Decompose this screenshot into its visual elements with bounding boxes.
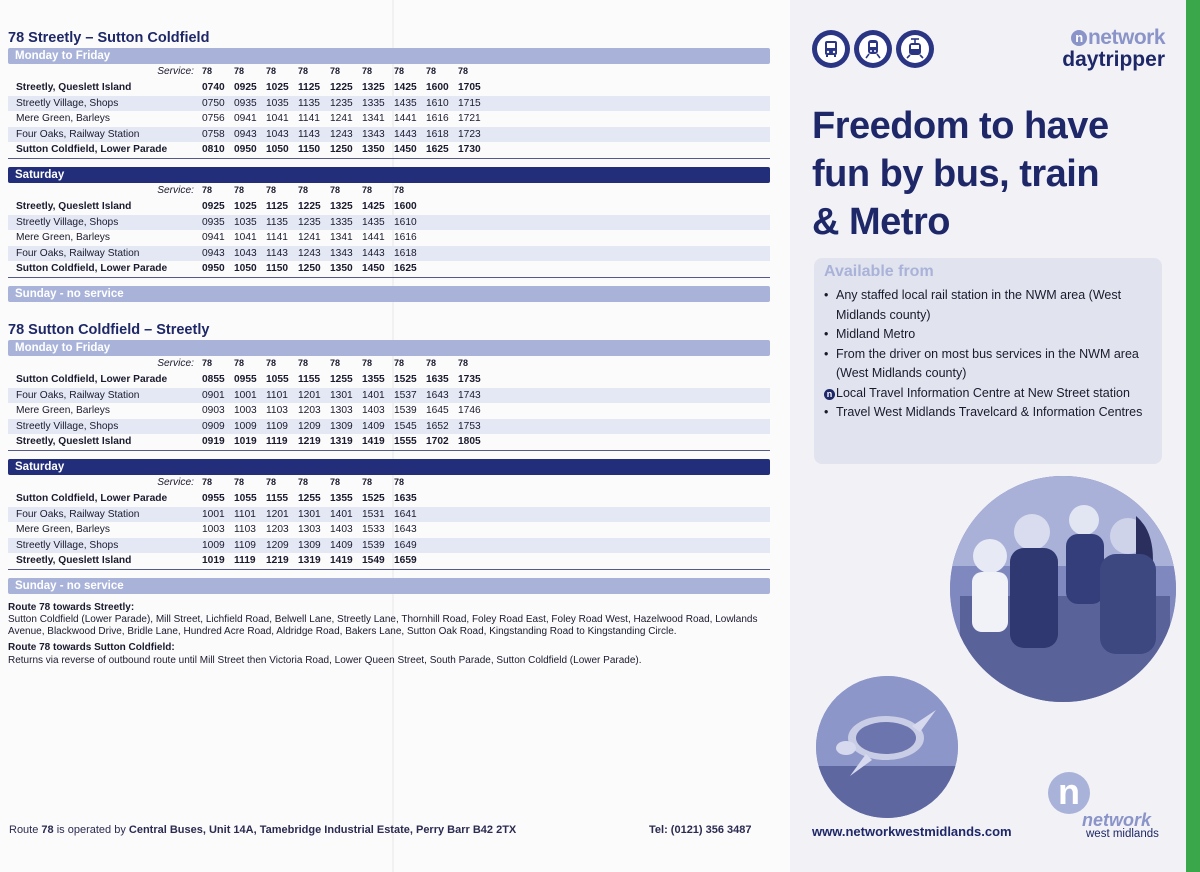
departure-time: 0950 xyxy=(202,261,234,277)
departure-time: 1209 xyxy=(298,419,330,435)
stop-name: Streetly Village, Shops xyxy=(8,96,202,112)
departure-time: 1350 xyxy=(362,142,394,158)
service-row xyxy=(8,64,770,80)
timetable-column xyxy=(8,28,770,667)
table-row xyxy=(8,388,770,404)
departure-time: 1618 xyxy=(394,246,426,262)
sunday-header: Sunday - no service xyxy=(8,286,770,302)
departure-time: 0950 xyxy=(234,142,266,158)
departure-time: 1753 xyxy=(458,419,490,435)
departure-time: 1043 xyxy=(234,246,266,262)
stop-name: Four Oaks, Railway Station xyxy=(8,127,202,143)
departure-time: 1203 xyxy=(266,524,289,536)
service-number: 78 xyxy=(234,66,245,77)
departure-time: 1721 xyxy=(458,113,481,125)
departure-time: 1409 xyxy=(330,538,362,554)
departure-time: 1325 xyxy=(330,200,353,212)
departure-time: 1355 xyxy=(330,492,353,504)
departure-time: 1610 xyxy=(426,96,458,112)
departure-time: 1001 xyxy=(234,388,266,404)
footer-operator: Central Buses, Unit 14A, Tamebridge Industrial Estate, Perry Barr B42 2TX xyxy=(128,824,517,836)
stop-name: Four Oaks, Railway Station xyxy=(8,388,202,404)
departure-time: 1705 xyxy=(458,82,481,93)
departure-time: 1805 xyxy=(458,434,490,450)
departure-time: 1525 xyxy=(362,492,385,504)
service-number: 78 xyxy=(394,477,405,488)
headline xyxy=(812,102,1172,246)
service-number: 78 xyxy=(266,358,277,369)
departure-time: 1250 xyxy=(298,261,330,277)
footer-text: is operated by xyxy=(53,824,129,836)
service-number: 78 xyxy=(458,66,469,77)
table-row xyxy=(8,142,770,158)
footer-telephone: Tel: (0121) 356 3487 xyxy=(649,824,752,836)
available-from-title: Available from xyxy=(824,263,934,280)
departure-time: 1319 xyxy=(330,434,362,450)
headline-line: & Metro xyxy=(812,201,950,243)
website-link[interactable]: www.networkwestmidlands.com xyxy=(812,824,1012,839)
service-label: Service: xyxy=(157,477,194,489)
departure-time: 1150 xyxy=(298,142,330,158)
departure-time: 1101 xyxy=(234,507,266,523)
departure-time: 1150 xyxy=(266,261,298,277)
weekday-header: Monday to Friday xyxy=(8,48,770,64)
departure-time: 0925 xyxy=(202,200,225,212)
departure-time: 1659 xyxy=(394,553,426,569)
table-row xyxy=(8,199,770,215)
route-title-return: 78 Sutton Coldfield – Streetly xyxy=(8,321,210,338)
train-icon xyxy=(854,30,892,68)
departure-time: 1635 xyxy=(394,492,417,504)
operator-footer xyxy=(9,824,769,836)
bus-icon xyxy=(812,30,850,68)
departure-time: 1301 xyxy=(330,388,362,404)
timetable-table xyxy=(8,64,770,159)
departure-time: 1649 xyxy=(394,538,426,554)
departure-time: 1403 xyxy=(330,524,353,536)
departure-time: 1343 xyxy=(362,127,394,143)
departure-time: 0901 xyxy=(202,388,234,404)
departure-time: 1201 xyxy=(298,388,330,404)
departure-time: 0955 xyxy=(202,492,225,504)
stop-name: Sutton Coldfield, Lower Parade xyxy=(8,142,202,158)
available-from-box xyxy=(814,258,1162,464)
service-number: 78 xyxy=(394,185,405,196)
departure-time: 0925 xyxy=(234,82,257,93)
timetable-table xyxy=(8,183,770,278)
table-row xyxy=(8,261,770,277)
stop-name: Mere Green, Barleys xyxy=(16,232,110,244)
table-row xyxy=(8,80,770,96)
departure-time: 0855 xyxy=(202,373,225,385)
departure-time: 1109 xyxy=(234,538,266,554)
departure-time: 1041 xyxy=(234,232,257,244)
departure-time: 1050 xyxy=(266,142,298,158)
logo-network: network xyxy=(1082,810,1152,830)
service-number: 78 xyxy=(394,66,405,77)
service-number: 78 xyxy=(362,358,373,369)
departure-time: 1041 xyxy=(266,113,289,125)
list-item: • Midland Metro xyxy=(824,327,916,341)
departure-time: 1019 xyxy=(202,553,234,569)
table-row xyxy=(8,96,770,112)
table-row xyxy=(8,246,770,262)
service-row xyxy=(8,475,770,491)
departure-time: 1119 xyxy=(234,553,266,569)
service-number: 78 xyxy=(298,66,309,77)
departure-time: 1539 xyxy=(362,538,394,554)
service-label: Service: xyxy=(157,66,194,78)
departure-time: 1403 xyxy=(362,405,385,417)
departure-time: 1702 xyxy=(426,434,458,450)
departure-time: 1537 xyxy=(394,388,426,404)
service-number: 78 xyxy=(330,66,341,77)
departure-time: 1001 xyxy=(202,507,234,523)
departure-time: 1250 xyxy=(330,142,362,158)
departure-time: 1025 xyxy=(234,200,257,212)
departure-time: 1625 xyxy=(394,261,426,277)
service-number: 78 xyxy=(458,358,469,369)
departure-time: 1746 xyxy=(458,405,481,417)
table-row xyxy=(8,127,770,143)
departure-time: 1201 xyxy=(266,507,298,523)
service-number: 78 xyxy=(330,477,341,488)
departure-time: 1050 xyxy=(234,261,266,277)
departure-time: 1409 xyxy=(362,419,394,435)
service-number: 78 xyxy=(202,477,213,488)
departure-time: 1730 xyxy=(458,142,490,158)
footer-text: Route xyxy=(9,824,42,836)
table-row xyxy=(8,111,770,127)
departure-time: 1235 xyxy=(298,215,330,231)
table-row xyxy=(8,419,770,435)
departure-time: 1450 xyxy=(394,142,426,158)
service-number: 78 xyxy=(202,66,213,77)
stop-name: Sutton Coldfield, Lower Parade xyxy=(16,373,168,385)
departure-time: 1309 xyxy=(330,419,362,435)
stop-name: Streetly, Queslett Island xyxy=(8,434,202,450)
logo-west-midlands: west midlands xyxy=(1086,828,1159,840)
departure-time: 1303 xyxy=(330,405,353,417)
departure-time: 1219 xyxy=(266,553,298,569)
departure-time: 1141 xyxy=(266,232,288,244)
departure-time: 1355 xyxy=(362,373,385,385)
metro-icon xyxy=(896,30,934,68)
saturday-header: Saturday xyxy=(8,459,770,475)
departure-time: 0919 xyxy=(202,434,234,450)
departure-time: 1303 xyxy=(298,524,321,536)
route-title-outbound: 78 Streetly – Sutton Coldfield xyxy=(8,30,210,46)
notes-heading: Route 78 towards Sutton Coldfield: xyxy=(8,642,175,654)
departure-time: 1219 xyxy=(298,434,330,450)
departure-time: 1225 xyxy=(298,200,321,212)
departure-time: 1635 xyxy=(426,373,449,385)
sunday-header: Sunday - no service xyxy=(8,578,770,594)
departure-time: 1103 xyxy=(234,524,256,536)
stop-name: Streetly, Queslett Island xyxy=(16,82,132,93)
notes-heading: Route 78 towards Streetly: xyxy=(8,601,135,613)
table-row xyxy=(8,230,770,246)
departure-time: 1141 xyxy=(298,113,320,125)
departure-time: 1441 xyxy=(394,113,417,125)
departure-time: 1600 xyxy=(426,82,449,93)
service-number: 78 xyxy=(234,477,245,488)
departure-time: 1255 xyxy=(330,373,353,385)
departure-time: 1101 xyxy=(266,388,298,404)
departure-time: 0935 xyxy=(234,96,266,112)
departure-time: 1335 xyxy=(362,96,394,112)
stop-name: Sutton Coldfield, Lower Parade xyxy=(8,261,202,277)
departure-time: 1425 xyxy=(394,82,417,93)
service-row xyxy=(8,356,770,372)
service-number: 78 xyxy=(234,185,245,196)
departure-time: 1618 xyxy=(426,127,458,143)
departure-time: 1616 xyxy=(426,113,449,125)
departure-time: 0909 xyxy=(202,419,234,435)
departure-time: 1450 xyxy=(362,261,394,277)
departure-time: 1043 xyxy=(266,127,298,143)
departure-time: 1643 xyxy=(426,388,458,404)
departure-time: 1225 xyxy=(330,82,353,93)
turtle-photo xyxy=(816,676,958,818)
departure-time: 1235 xyxy=(330,96,362,112)
departure-time: 1645 xyxy=(426,405,449,417)
service-number: 78 xyxy=(330,185,341,196)
service-number: 78 xyxy=(298,185,309,196)
departure-time: 1009 xyxy=(202,538,234,554)
departure-time: 1301 xyxy=(298,507,330,523)
departure-time: 1025 xyxy=(266,82,289,93)
stop-name: Four Oaks, Railway Station xyxy=(8,507,202,523)
departure-time: 1055 xyxy=(234,492,257,504)
departure-time: 1203 xyxy=(298,405,321,417)
saturday-header: Saturday xyxy=(8,167,770,183)
service-label: Service: xyxy=(157,185,194,197)
departure-time: 1143 xyxy=(266,246,298,262)
departure-time: 1641 xyxy=(394,507,426,523)
departure-time: 1539 xyxy=(394,405,417,417)
service-number: 78 xyxy=(330,358,341,369)
table-row xyxy=(8,538,770,554)
departure-time: 0941 xyxy=(234,113,257,125)
headline-line: Freedom to have xyxy=(812,105,1109,147)
departure-time: 1600 xyxy=(394,200,417,212)
departure-time: 1309 xyxy=(298,538,330,554)
departure-time: 1255 xyxy=(298,492,321,504)
departure-time: 1549 xyxy=(362,553,394,569)
weekday-header: Monday to Friday xyxy=(8,340,770,356)
departure-time: 1743 xyxy=(458,388,490,404)
departure-time: 1143 xyxy=(298,127,330,143)
departure-time: 1533 xyxy=(362,524,385,536)
departure-time: 0810 xyxy=(202,142,234,158)
stop-name: Sutton Coldfield, Lower Parade xyxy=(16,492,168,504)
list-item: • Any staffed local rail station in the NWM area (West Midlands county) xyxy=(824,288,1122,322)
departure-time: 1350 xyxy=(330,261,362,277)
departure-time: 1119 xyxy=(266,434,298,450)
table-row xyxy=(8,553,770,569)
departure-time: 1610 xyxy=(394,215,426,231)
service-number: 78 xyxy=(266,185,277,196)
table-row xyxy=(8,491,770,507)
departure-time: 1135 xyxy=(298,96,330,112)
family-photo xyxy=(950,476,1176,702)
service-number: 78 xyxy=(426,358,437,369)
network-n-icon: n xyxy=(1071,30,1087,46)
timetable-table xyxy=(8,475,770,570)
departure-time: 1035 xyxy=(266,96,298,112)
departure-time: 1545 xyxy=(394,419,426,435)
departure-time: 1009 xyxy=(234,419,266,435)
service-number: 78 xyxy=(266,477,277,488)
departure-time: 1335 xyxy=(330,215,362,231)
departure-time: 1019 xyxy=(234,434,266,450)
table-row xyxy=(8,403,770,419)
departure-time: 0756 xyxy=(202,113,225,125)
stop-name: Streetly Village, Shops xyxy=(8,215,202,231)
service-number: 78 xyxy=(298,358,309,369)
stop-name: Mere Green, Barleys xyxy=(16,405,110,417)
service-number: 78 xyxy=(202,358,213,369)
departure-time: 0955 xyxy=(234,373,257,385)
departure-time: 0935 xyxy=(202,215,234,231)
notes-text: Sutton Coldfield (Lower Parade), Mill Street, Lichfield Road, Belwell Lane, Streetly Lane, Thornhill Road, Foley Road East, Foley Road West, Hazelwood Road, Lowlands Avenue, Blackwood Drive, Bridle Lane, Hundred Acre Road, Aldridge Road, Bakers Lane, Sutton Oak Road, Kingstanding Road to Kingstanding Circle. xyxy=(8,614,758,638)
departure-time: 1155 xyxy=(266,492,289,504)
departure-time: 1715 xyxy=(458,96,490,112)
network-west-midlands-logo xyxy=(1046,772,1166,842)
departure-time: 1435 xyxy=(362,215,394,231)
list-item: • Travel West Midlands Travelcard & Information Centres xyxy=(824,405,1143,419)
departure-time: 0740 xyxy=(202,82,225,93)
departure-time: 1525 xyxy=(394,373,417,385)
departure-time: 1155 xyxy=(298,373,321,385)
service-number: 78 xyxy=(266,66,277,77)
stop-name: Mere Green, Barleys xyxy=(16,524,110,536)
service-label: Service: xyxy=(157,358,194,370)
list-item: n Local Travel Information Centre at New Street station xyxy=(824,384,1158,404)
stop-name: Four Oaks, Railway Station xyxy=(8,246,202,262)
departure-time: 0903 xyxy=(202,405,225,417)
service-number: 78 xyxy=(298,477,309,488)
network-n-icon: n xyxy=(1048,772,1090,814)
stop-name: Streetly Village, Shops xyxy=(8,419,202,435)
stop-name: Streetly, Queslett Island xyxy=(16,200,132,212)
departure-time: 1419 xyxy=(330,553,362,569)
departure-time: 1419 xyxy=(362,434,394,450)
departure-time: 1243 xyxy=(298,246,330,262)
departure-time: 1241 xyxy=(330,113,353,125)
departure-time: 1616 xyxy=(394,232,417,244)
table-row xyxy=(8,507,770,523)
departure-time: 1241 xyxy=(298,232,321,244)
departure-time: 1735 xyxy=(458,373,481,385)
departure-time: 1441 xyxy=(362,232,385,244)
departure-time: 1443 xyxy=(394,127,426,143)
stop-name: Streetly, Queslett Island xyxy=(8,553,202,569)
departure-time: 1625 xyxy=(426,142,458,158)
departure-time: 0941 xyxy=(202,232,225,244)
notes-text: Returns via reverse of outbound route until Mill Street then Victoria Road, Lower Queen Street, South Parade, Sutton Coldfield (Lower Parade). xyxy=(8,654,642,666)
brand-daytripper: daytripper xyxy=(1062,48,1165,71)
departure-time: 1652 xyxy=(426,419,458,435)
departure-time: 1319 xyxy=(298,553,330,569)
departure-time: 1443 xyxy=(362,246,394,262)
stop-name: Mere Green, Barleys xyxy=(16,113,110,125)
departure-time: 0943 xyxy=(202,246,234,262)
departure-time: 1135 xyxy=(266,215,298,231)
headline-line: fun by bus, train xyxy=(812,153,1100,195)
departure-time: 1425 xyxy=(362,200,385,212)
departure-time: 1723 xyxy=(458,127,490,143)
departure-time: 1055 xyxy=(266,373,289,385)
timetable-table xyxy=(8,356,770,451)
departure-time: 0750 xyxy=(202,96,234,112)
departure-time: 1125 xyxy=(266,200,289,212)
departure-time: 1435 xyxy=(394,96,426,112)
departure-time: 1401 xyxy=(362,388,394,404)
departure-time: 1343 xyxy=(330,246,362,262)
departure-time: 1109 xyxy=(266,419,298,435)
service-number: 78 xyxy=(362,66,373,77)
departure-time: 1341 xyxy=(362,113,385,125)
route-notes xyxy=(8,602,770,667)
list-item: • From the driver on most bus services in the NWM area (West Midlands county) xyxy=(824,346,1139,380)
departure-time: 1531 xyxy=(362,507,394,523)
departure-time: 1401 xyxy=(330,507,362,523)
footer-route: 78 xyxy=(41,824,54,836)
table-row xyxy=(8,215,770,231)
network-n-icon: n xyxy=(824,389,835,400)
departure-time: 0758 xyxy=(202,127,234,143)
departure-time: 0943 xyxy=(234,127,266,143)
departure-time: 1003 xyxy=(202,524,225,536)
service-number: 78 xyxy=(362,477,373,488)
departure-time: 1643 xyxy=(394,524,417,536)
stop-name: Streetly Village, Shops xyxy=(8,538,202,554)
table-row xyxy=(8,434,770,450)
departure-time: 1125 xyxy=(298,82,321,93)
service-number: 78 xyxy=(234,358,245,369)
table-row xyxy=(8,372,770,388)
brand-network: network xyxy=(1087,26,1165,49)
service-number: 78 xyxy=(426,66,437,77)
service-number: 78 xyxy=(362,185,373,196)
departure-time: 1003 xyxy=(234,405,257,417)
departure-time: 1103 xyxy=(266,405,288,417)
departure-time: 1325 xyxy=(362,82,385,93)
available-from-list xyxy=(824,286,1158,423)
service-number: 78 xyxy=(202,185,213,196)
departure-time: 1209 xyxy=(266,538,298,554)
service-number: 78 xyxy=(394,358,405,369)
service-row xyxy=(8,183,770,199)
departure-time: 1555 xyxy=(394,434,426,450)
daytripper-panel xyxy=(790,0,1186,872)
departure-time: 1243 xyxy=(330,127,362,143)
departure-time: 1341 xyxy=(330,232,353,244)
departure-time: 1035 xyxy=(234,215,266,231)
table-row xyxy=(8,522,770,538)
daytripper-brand xyxy=(1053,26,1165,72)
